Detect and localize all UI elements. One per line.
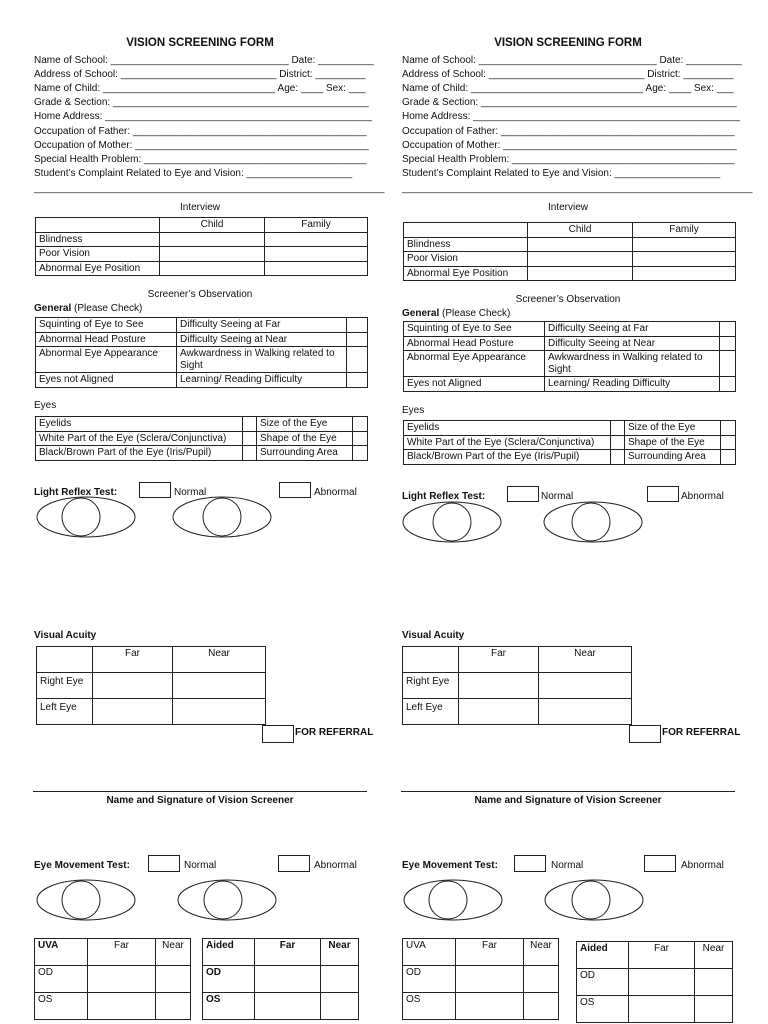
table-row: Squinting of Eye to See Difficulty Seeing at Far <box>36 318 368 333</box>
table-row: Abnormal Head Posture Difficulty Seeing at Near <box>404 336 736 351</box>
interview-title: Interview <box>179 202 220 213</box>
signature-label: Name and Signature of Vision Screener <box>106 795 294 806</box>
complaint-field[interactable]: Student’s Complaint Related to Eye and Vision: ___________________ <box>402 168 721 179</box>
school-field[interactable]: Name of School: ________________________________ Date: __________ <box>34 55 374 66</box>
grade-field[interactable]: Grade & Section: ______________________________________________ <box>34 97 369 108</box>
interview-title: Interview <box>547 202 588 213</box>
light-reflex-abnormal-label: Abnormal <box>314 487 357 498</box>
referral-checkbox[interactable] <box>629 725 661 743</box>
school-field[interactable]: Name of School: ________________________________ Date: __________ <box>402 55 742 66</box>
eye-diagram-icon <box>172 496 272 538</box>
table-row: Left Eye <box>37 699 266 725</box>
eye-movement-label: Eye Movement Test: <box>34 860 130 871</box>
light-reflex-label: Light Reflex Test: <box>402 491 486 502</box>
eye-movement-abnormal-checkbox[interactable] <box>278 855 310 872</box>
light-reflex-label: Light Reflex Test: <box>34 487 118 498</box>
eye-diagram-icon <box>402 501 502 543</box>
aided-table <box>576 941 733 1023</box>
visual-acuity-table <box>402 646 632 725</box>
signature-line <box>401 791 735 792</box>
signature-line <box>33 791 367 792</box>
referral-checkbox[interactable] <box>262 725 294 743</box>
eye-movement-normal-checkbox[interactable] <box>514 855 546 872</box>
table-row: Child Family <box>36 218 368 233</box>
light-reflex-abnormal-label: Abnormal <box>681 491 724 502</box>
referral-label: FOR REFERRAL <box>662 727 741 738</box>
table-row: UVA Far Near <box>35 939 191 966</box>
observation-title: Screener’s Observation <box>147 289 253 300</box>
eyes-title: Eyes <box>402 405 425 416</box>
table-row: Black/Brown Part of the Eye (Iris/Pupil) Surrounding Area <box>404 450 736 465</box>
table-row: Squinting of Eye to See Difficulty Seeing at Far <box>404 322 736 337</box>
table-row: Aided Far Near <box>577 942 733 969</box>
grade-field[interactable]: Grade & Section: ______________________________________________ <box>402 97 737 108</box>
referral-label: FOR REFERRAL <box>295 727 374 738</box>
eye-diagram-icon <box>543 501 643 543</box>
complaint-blank-line[interactable]: _______________________________________________________________ <box>34 183 385 194</box>
table-row: Aided Far Near <box>203 939 359 966</box>
table-row: Child Family <box>404 223 736 238</box>
eye-movement-normal-checkbox[interactable] <box>148 855 180 872</box>
interview-table <box>35 217 368 276</box>
table-row: Blindness <box>36 232 368 247</box>
visual-acuity-title: Visual Acuity <box>34 630 97 641</box>
vision-screening-form-left <box>32 0 385 1024</box>
table-row: Blindness <box>404 237 736 252</box>
table-row: Left Eye <box>403 699 632 725</box>
uva-table <box>34 938 191 1020</box>
table-row: Eyes not Aligned Learning/ Reading Difficulty <box>404 377 736 392</box>
eye-movement-abnormal-label: Abnormal <box>681 860 724 871</box>
table-row: OD <box>577 969 733 996</box>
eye-movement-normal-label: Normal <box>551 860 584 871</box>
table-row: White Part of the Eye (Sclera/Conjunctiva) Shape of the Eye <box>36 431 368 446</box>
uva-table <box>402 938 559 1020</box>
table-row: White Part of the Eye (Sclera/Conjunctiva) Shape of the Eye <box>404 435 736 450</box>
eyes-title: Eyes <box>34 400 57 411</box>
table-row: Abnormal Eye Position <box>36 261 368 276</box>
table-row: Abnormal Eye Appearance Awkwardness in Walking related to Sight <box>404 351 736 377</box>
table-row: Right Eye <box>403 673 632 699</box>
eye-diagram-icon <box>36 879 136 921</box>
form-title: VISION SCREENING FORM <box>126 37 274 49</box>
visual-acuity-table <box>36 646 266 725</box>
eye-diagram-icon <box>177 879 277 921</box>
light-reflex-normal-label: Normal <box>541 491 574 502</box>
eye-diagram-icon <box>36 496 136 538</box>
table-row: Eyelids Size of the Eye <box>36 417 368 432</box>
table-row: Eyes not Aligned Learning/ Reading Difficulty <box>36 373 368 388</box>
table-row: Abnormal Eye Position <box>404 266 736 281</box>
observation-table <box>35 317 368 388</box>
table-row: OD <box>403 966 559 993</box>
observation-table <box>403 321 736 392</box>
table-row: OS <box>203 993 359 1020</box>
complaint-blank-line[interactable]: _______________________________________________________________ <box>402 183 753 194</box>
table-row: Eyelids Size of the Eye <box>404 421 736 436</box>
general-label: General (Please Check) <box>34 303 143 314</box>
interview-table <box>403 222 736 281</box>
home-address-field[interactable]: Home Address: ________________________________________________ <box>34 111 373 122</box>
eyes-table <box>35 416 368 461</box>
table-row: OD <box>203 966 359 993</box>
table-row: Poor Vision <box>404 252 736 267</box>
mother-occupation-field[interactable]: Occupation of Mother: __________________________________________ <box>34 140 369 151</box>
signature-label: Name and Signature of Vision Screener <box>474 795 662 806</box>
table-row: OS <box>35 993 191 1020</box>
visual-acuity-title: Visual Acuity <box>402 630 465 641</box>
home-address-field[interactable]: Home Address: ________________________________________________ <box>402 111 741 122</box>
health-problem-field[interactable]: Special Health Problem: ________________________________________ <box>402 154 735 165</box>
table-row: Far Near <box>37 647 266 673</box>
eye-movement-label: Eye Movement Test: <box>402 860 498 871</box>
light-reflex-normal-checkbox[interactable] <box>139 482 171 498</box>
mother-occupation-field[interactable]: Occupation of Mother: __________________________________________ <box>402 140 737 151</box>
table-row: OD <box>35 966 191 993</box>
child-field[interactable]: Name of Child: _______________________________ Age: ____ Sex: ___ <box>34 83 366 94</box>
table-row: Poor Vision <box>36 247 368 262</box>
light-reflex-abnormal-checkbox[interactable] <box>647 486 679 502</box>
table-row: UVA Far Near <box>403 939 559 966</box>
address-field[interactable]: Address of School: ____________________________ District: _________ <box>402 69 734 80</box>
eyes-table <box>403 420 736 465</box>
father-occupation-field[interactable]: Occupation of Father: __________________________________________ <box>402 126 735 137</box>
address-field[interactable]: Address of School: ____________________________ District: _________ <box>34 69 366 80</box>
health-problem-field[interactable]: Special Health Problem: ________________________________________ <box>34 154 367 165</box>
aided-table <box>202 938 359 1020</box>
light-reflex-normal-label: Normal <box>174 487 207 498</box>
light-reflex-abnormal-checkbox[interactable] <box>279 482 311 498</box>
light-reflex-normal-checkbox[interactable] <box>507 486 539 502</box>
table-row: Abnormal Head Posture Difficulty Seeing at Near <box>36 332 368 347</box>
eye-movement-normal-label: Normal <box>184 860 217 871</box>
eye-movement-abnormal-checkbox[interactable] <box>644 855 676 872</box>
table-row: Right Eye <box>37 673 266 699</box>
table-row: Far Near <box>403 647 632 673</box>
complaint-field[interactable]: Student’s Complaint Related to Eye and Vision: ___________________ <box>34 168 353 179</box>
general-label: General (Please Check) <box>402 308 511 319</box>
table-row: Black/Brown Part of the Eye (Iris/Pupil) Surrounding Area <box>36 446 368 461</box>
table-row: OS <box>403 993 559 1020</box>
table-row: Abnormal Eye Appearance Awkwardness in Walking related to Sight <box>36 347 368 373</box>
table-row: OS <box>577 996 733 1023</box>
observation-title: Screener’s Observation <box>515 294 621 305</box>
eye-diagram-icon <box>403 879 503 921</box>
child-field[interactable]: Name of Child: _______________________________ Age: ____ Sex: ___ <box>402 83 734 94</box>
eye-movement-abnormal-label: Abnormal <box>314 860 357 871</box>
father-occupation-field[interactable]: Occupation of Father: __________________________________________ <box>34 126 367 137</box>
vision-screening-form-right <box>400 0 753 1024</box>
form-title: VISION SCREENING FORM <box>494 37 642 49</box>
eye-diagram-icon <box>544 879 644 921</box>
